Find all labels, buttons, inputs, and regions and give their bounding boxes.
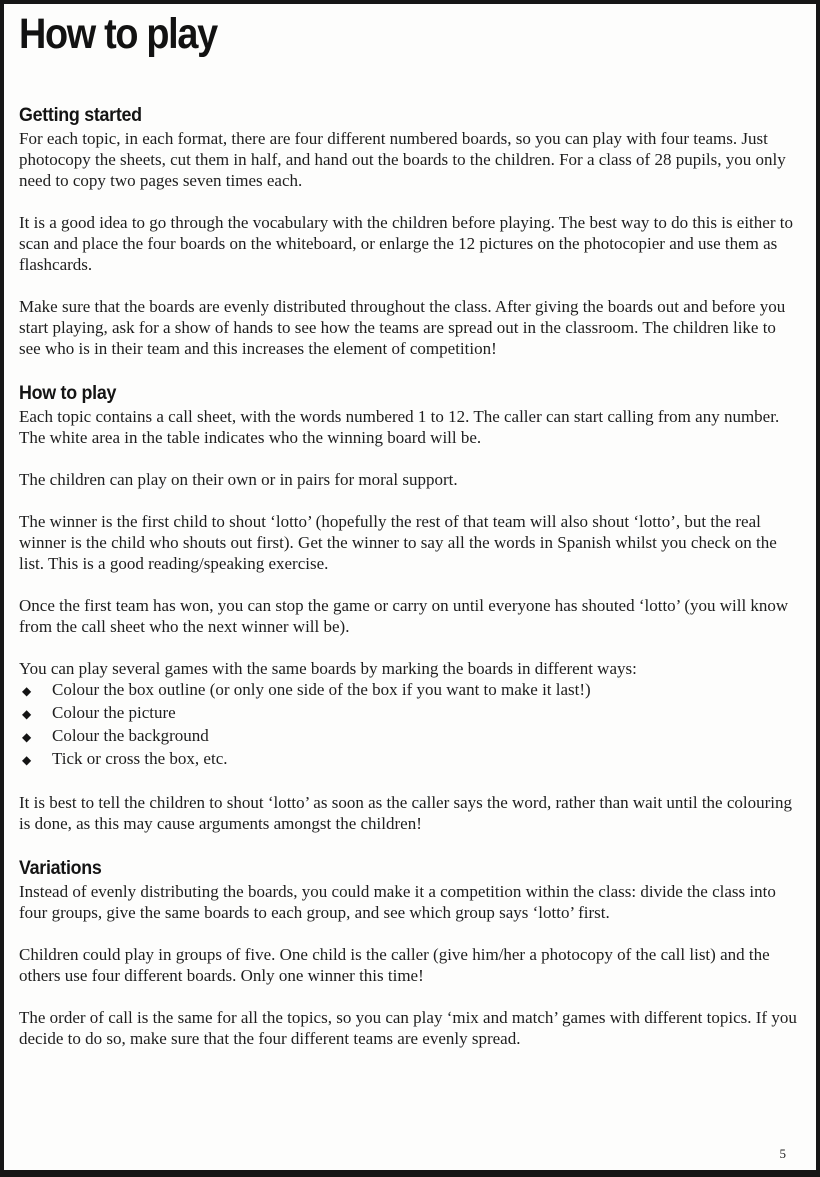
- bullet-list: [19, 679, 803, 771]
- page-title: How to play: [19, 10, 217, 58]
- page-number: 5: [779, 1146, 786, 1161]
- diamond-bullet-icon: ◆: [22, 684, 32, 699]
- paragraph: Instead of evenly distributing the boards, you could make it a competition within the class: divide the class into four groups, give the same boards to each group, and see which group says ‘lotto’ first.: [19, 882, 776, 923]
- list-item-text: Colour the picture: [52, 703, 176, 723]
- list-item-text: Colour the background: [52, 726, 209, 746]
- paragraph: The winner is the first child to shout ‘lotto’ (hopefully the rest of that team will also shout ‘lotto’, but the real winner is the child who shouts out first). Get the winner to say all the words in Spanish whilst you check on the list. This is a good reading/speaking exercise.: [19, 512, 777, 574]
- paragraph: The children can play on their own or in pairs for moral support.: [19, 470, 458, 490]
- list-item-text: Tick or cross the box, etc.: [52, 749, 228, 769]
- paragraph: Once the first team has won, you can stop the game or carry on until everyone has shouted ‘lotto’ (you will know from the call sheet who the next winner will be).: [19, 596, 789, 637]
- paragraph: Make sure that the boards are evenly distributed throughout the class. After giving the boards out and before you start playing, ask for a show of hands to see how the teams are spread out in the classroom. The children like to see who is in their team and this increases the element of competition!: [19, 297, 786, 359]
- section-heading-variations: Variations: [19, 858, 102, 880]
- list-item: [19, 702, 801, 725]
- section-heading-how-to-play: How to play: [19, 383, 117, 405]
- paragraph: It is a good idea to go through the vocabulary with the children before playing. The best way to do this is either to scan and place the four boards on the whiteboard, or enlarge the 12 pictures on the photocopier and use them as flashcards.: [19, 213, 793, 275]
- paragraph: For each topic, in each format, there are four different numbered boards, so you can play with four teams. Just photocopy the sheets, cut them in half, and hand out the boards to the children. For a class of 28 pupils, you only need to copy two pages seven times each.: [19, 129, 786, 191]
- list-item-text: Colour the box outline (or only one side of the box if you want to make it last!): [52, 680, 591, 700]
- list-item: [19, 748, 801, 771]
- list-item: [19, 679, 801, 702]
- diamond-bullet-icon: ◆: [22, 730, 32, 745]
- paragraph: The order of call is the same for all the topics, so you can play ‘mix and match’ games with different topics. If you decide to do so, make sure that the four different teams are evenly spread.: [19, 1008, 797, 1049]
- paragraph: It is best to tell the children to shout ‘lotto’ as soon as the caller says the word, rather than wait until the colouring is done, as this may cause arguments amongst the children!: [19, 793, 793, 834]
- diamond-bullet-icon: ◆: [22, 707, 32, 722]
- paragraph: Children could play in groups of five. One child is the caller (give him/her a photocopy of the call list) and the others use four different boards. Only one winner this time!: [19, 945, 770, 986]
- diamond-bullet-icon: ◆: [22, 753, 32, 768]
- paragraph: Each topic contains a call sheet, with the words numbered 1 to 12. The caller can start calling from any number. The white area in the table indicates who the winning board will be.: [19, 407, 780, 448]
- bullet-list-intro: You can play several games with the same boards by marking the boards in different ways:: [19, 659, 637, 679]
- page-content: [4, 4, 816, 1049]
- section-heading-getting-started: Getting started: [19, 105, 142, 127]
- list-item: [19, 725, 801, 748]
